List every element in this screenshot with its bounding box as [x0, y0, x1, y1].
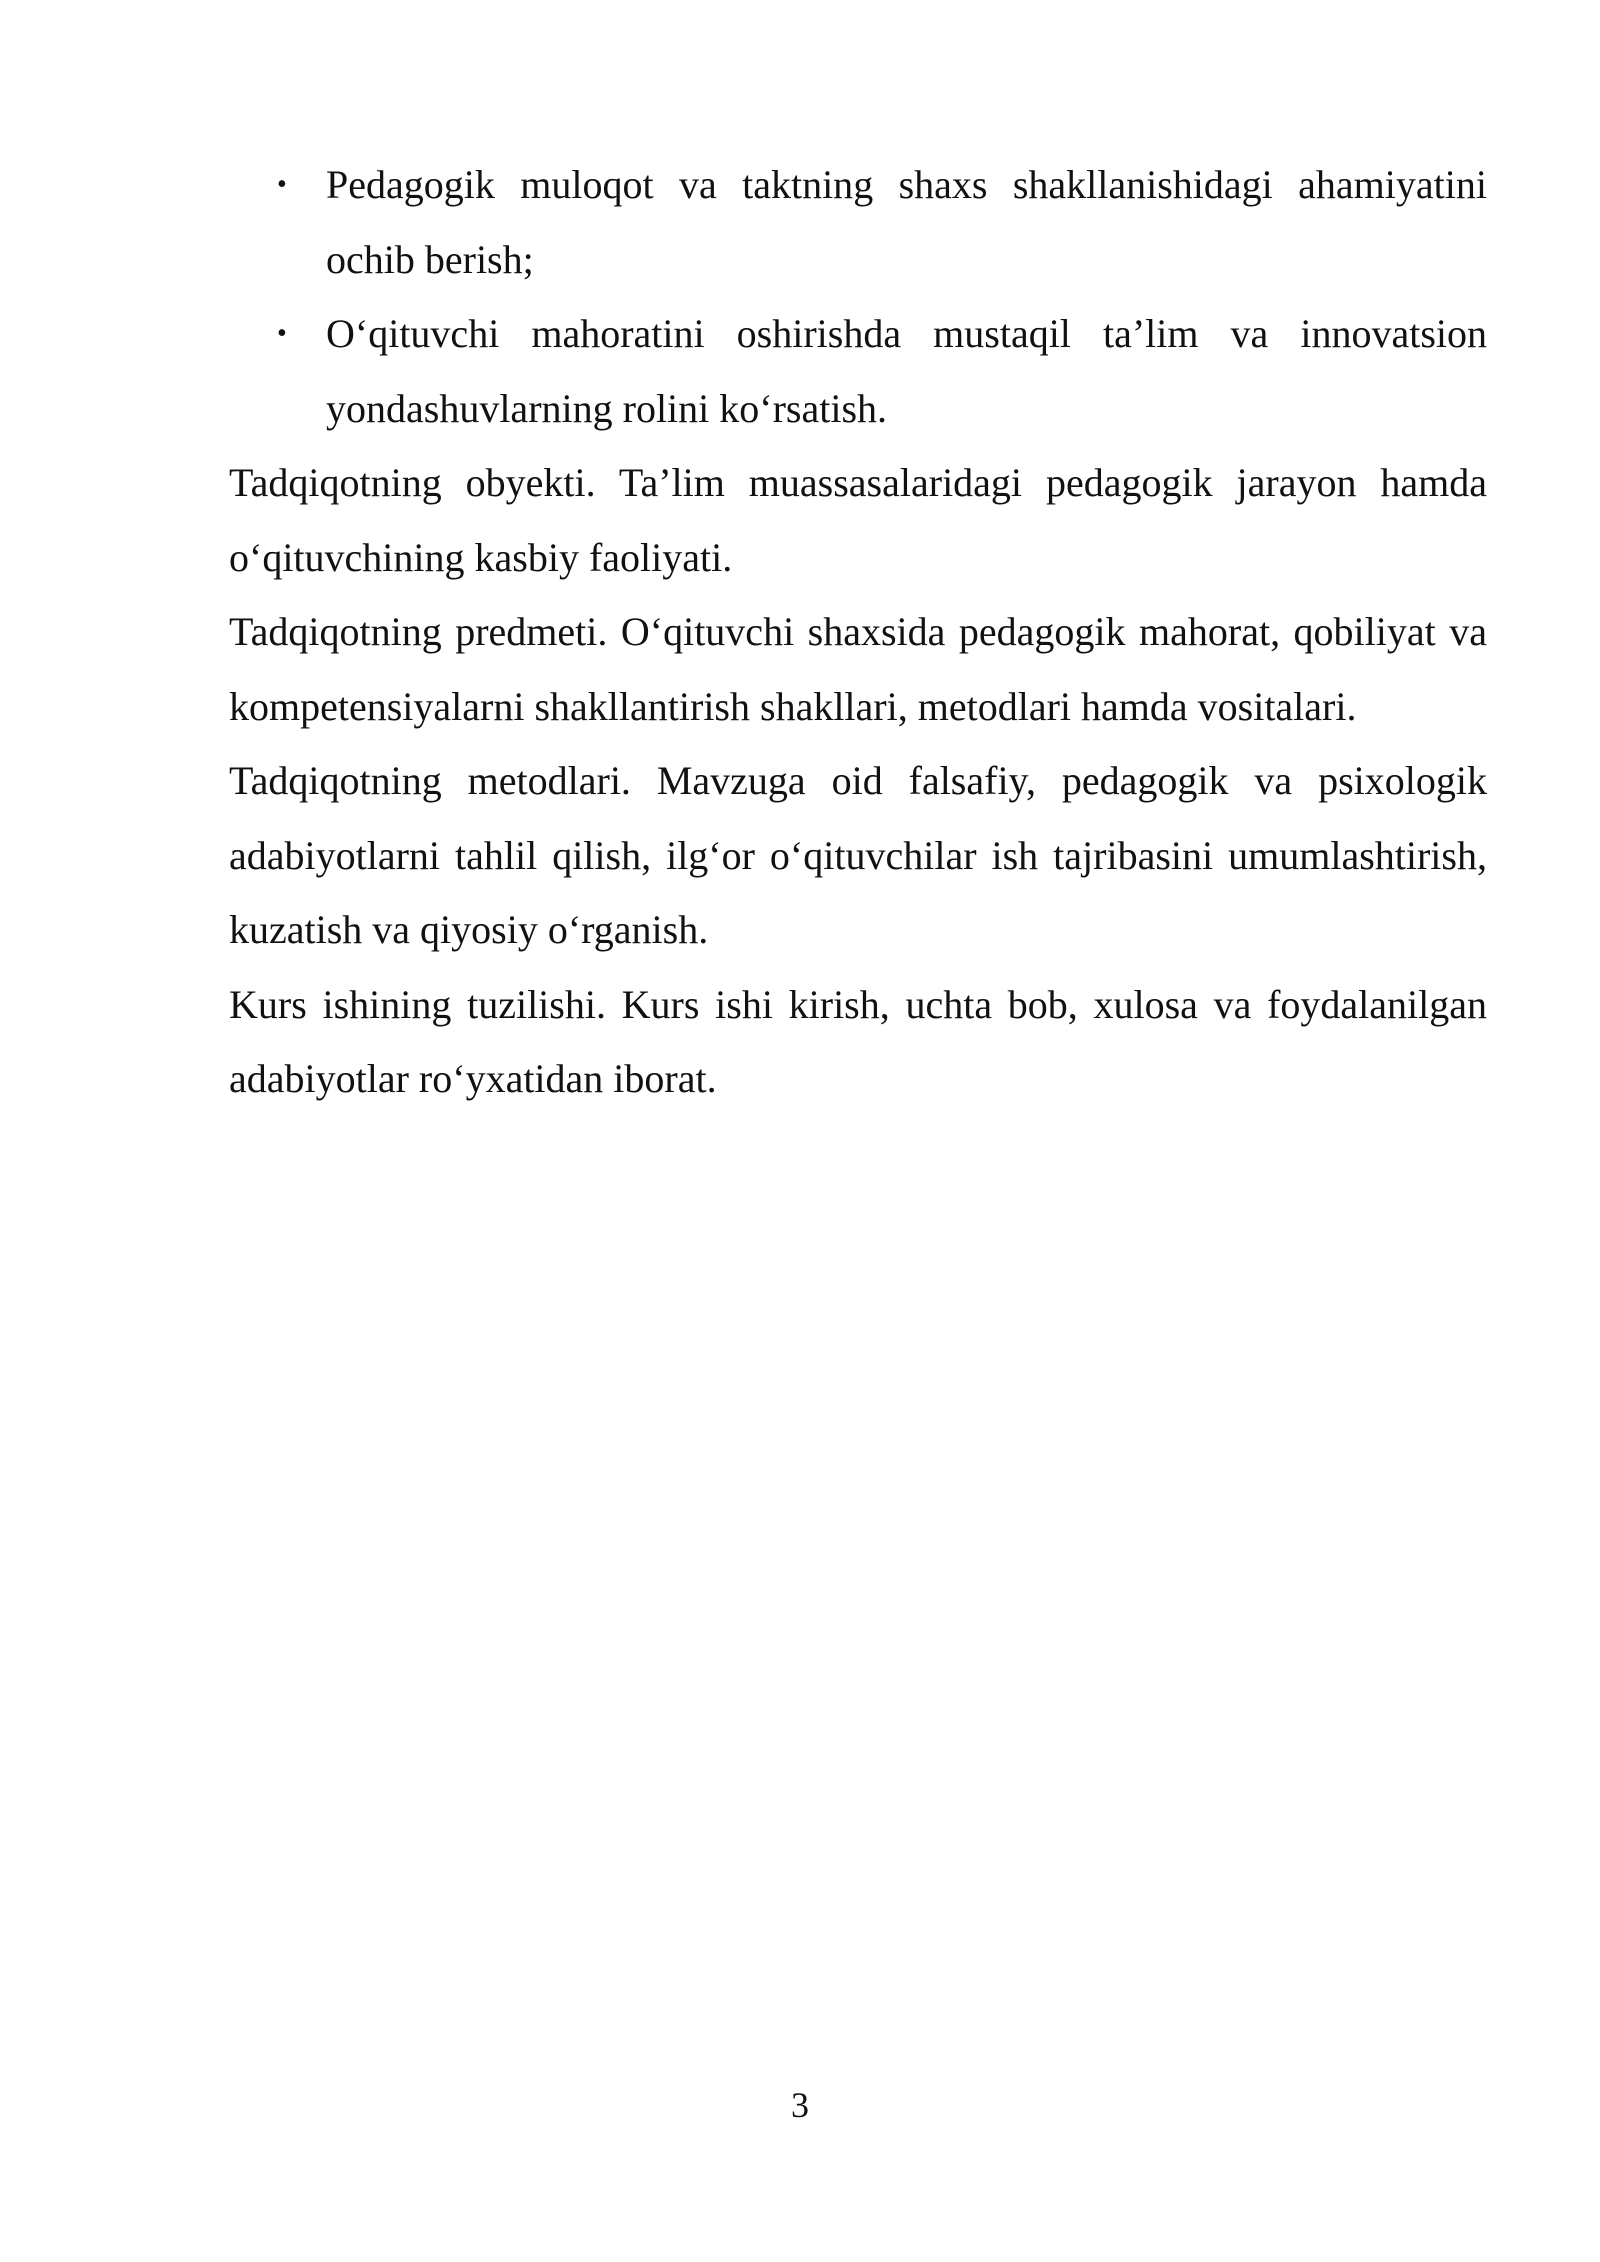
course-structure-paragraph: Kurs ishining tuzilishi. Kurs ishi kirish, uchta bob, xulosa va foydalanilgan adabiyotlar ro‘yxatidan iborat. — [229, 981, 1487, 1101]
objectives-list — [229, 148, 1487, 446]
page-body — [229, 148, 1487, 1117]
research-subject-paragraph: Tadqiqotning predmeti. O‘qituvchi shaxsida pedagogik mahorat, qobiliyat va kompetensiyalarni shakllantirish shakllari, metodlari hamda vositalari. — [229, 609, 1487, 729]
page-number: 3 — [791, 2085, 809, 2125]
research-methods-paragraph: Tadqiqotning metodlari. Mavzuga oid falsafiy, pedagogik va psixologik adabiyotlarni tahlil qilish, ilg‘or o‘qituvchilar ish tajribasini umumlashtirish, kuzatish va qiyosiy o‘rganish. — [229, 758, 1487, 952]
bullet-icon: • — [277, 318, 287, 349]
list-item — [229, 148, 1487, 297]
research-object-paragraph: Tadqiqotning obyekti. Ta’lim muassasalaridagi pedagogik jarayon hamda o‘qituvchining kasbiy faoliyati. — [229, 460, 1487, 580]
list-item-text: O‘qituvchi mahoratini oshirishda mustaqil ta’lim va innovatsion yondashuvlarning rolini ko‘rsatish. — [326, 311, 1487, 431]
bullet-icon: • — [277, 169, 287, 200]
list-item — [229, 297, 1487, 446]
list-item-text: Pedagogik muloqot va taktning shaxs shakllanishidagi ahamiyatini ochib berish; — [326, 162, 1487, 282]
